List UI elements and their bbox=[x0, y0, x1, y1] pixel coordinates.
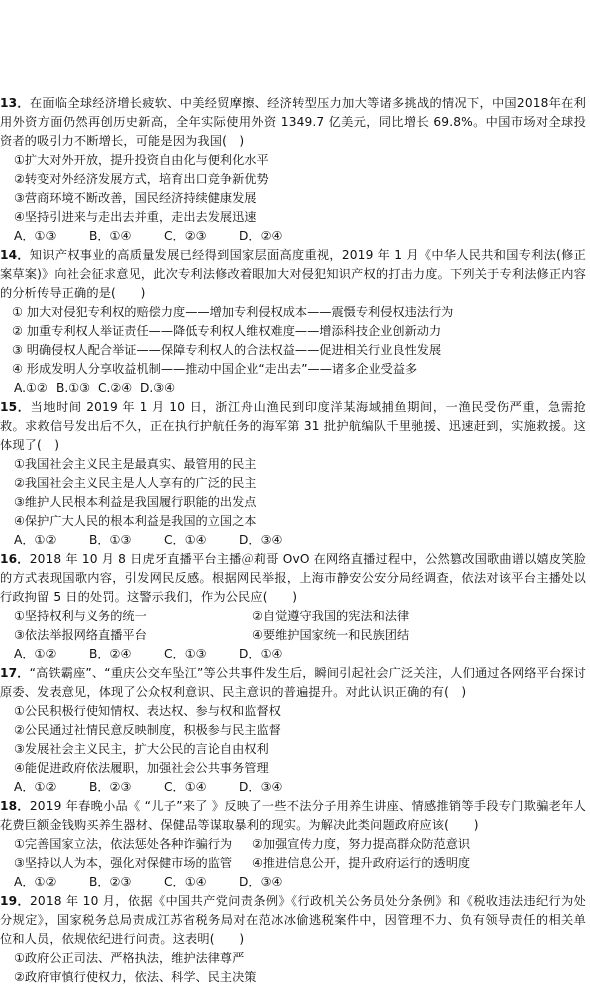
question-stem bbox=[0, 892, 586, 949]
option-item: ④保护广大人民的根本利益是我国的立国之本 bbox=[14, 514, 257, 528]
question-stem bbox=[0, 398, 586, 455]
question-number: 15． bbox=[0, 400, 31, 414]
answer-choice: B．②③ bbox=[89, 780, 132, 794]
question-stem bbox=[0, 246, 586, 303]
question-19 bbox=[0, 892, 586, 987]
answer-choice: B．②③ bbox=[89, 875, 132, 889]
option-row bbox=[0, 835, 586, 854]
question-14 bbox=[0, 246, 586, 398]
answer-choice: B.①③ bbox=[56, 381, 91, 395]
option-item: ③坚持以人为本，强化对保健市场的监管 bbox=[14, 856, 233, 870]
option-item: ③维护人民根本利益是我国履行职能的出发点 bbox=[14, 495, 257, 509]
option-item: ②我国社会主义民主是人人享有的广泛的民主 bbox=[14, 476, 257, 490]
option-item: ③ 明确侵权人配合举证——保障专利权人的合法权益——促进相关行业良性发展 bbox=[12, 343, 442, 357]
answer-choice: A.①② bbox=[14, 381, 48, 395]
question-16 bbox=[0, 550, 586, 664]
answer-choices bbox=[0, 778, 586, 797]
answer-choices bbox=[0, 873, 586, 892]
question-17 bbox=[0, 664, 586, 797]
answer-choice: C．①④ bbox=[164, 780, 207, 794]
option-row bbox=[0, 854, 586, 873]
option-item: ②公民通过社情民意反映制度，积极参与民主监督 bbox=[14, 723, 281, 737]
option-item: ③依法举报网络直播平台 bbox=[14, 628, 147, 642]
option-item: ②自觉遵守我国的宪法和法律 bbox=[252, 609, 410, 623]
question-number: 19． bbox=[0, 894, 31, 908]
option-item: ②转变对外经济发展方式，培育出口竞争新优势 bbox=[14, 172, 269, 186]
answer-choices bbox=[0, 227, 586, 246]
question-stem bbox=[0, 797, 586, 835]
answer-choice: C．①③ bbox=[164, 647, 207, 661]
option-item: ④能促进政府依法履职，加强社会公共事务管理 bbox=[14, 761, 269, 775]
question-number: 18． bbox=[0, 799, 30, 813]
question-stem bbox=[0, 664, 586, 702]
option-row bbox=[0, 607, 586, 626]
answer-choice: D.③④ bbox=[140, 381, 176, 395]
option-item: ③发展社会主义民主，扩大公民的言论自由权利 bbox=[14, 742, 269, 756]
answer-choice: D．③④ bbox=[239, 533, 283, 547]
answer-choice: C．②③ bbox=[164, 229, 207, 243]
answer-choice: A．①② bbox=[14, 780, 57, 794]
option-item: ③营商环境不断改善，国民经济持续健康发展 bbox=[14, 191, 257, 205]
answer-choice: C．①④ bbox=[164, 875, 207, 889]
option-item: ①政府公正司法、严格执法，维护法律尊严 bbox=[14, 951, 245, 965]
answer-choice: B．①④ bbox=[89, 229, 132, 243]
question-text: 2018 年 10 月 8 日虎牙直播平台主播＠莉哥 OvO 在网络直播过程中，公然篡改国歌曲谱以嬉皮笑脸的方式表现国歌内容，引发网民反感。根据网民举报，上海市静安公安分局经调查，依法对该平台主播处以行政拘留 5 日的处罚。这警示我们，作为公民应( ) bbox=[0, 552, 586, 604]
answer-choices bbox=[0, 379, 586, 398]
question-text: 2019 年春晚小品《 “儿子”来了 》反映了一些不法分子用养生讲座、情感推销等手段专门欺骗老年人花费巨额金钱购买养生器材、保健品等谋取暴利的现实。为解决此类问题政府应该( ) bbox=[0, 799, 586, 832]
option-item: ②政府审慎行使权力，依法、科学、民主决策 bbox=[14, 970, 257, 984]
option-item: ② 加重专利权人举证责任——降低专利权人维权难度——增添科技企业创新动力 bbox=[12, 324, 442, 338]
question-text: “高铁霸座”、“重庆公交车坠江”等公共事件发生后，瞬间引起社会广泛关注，人们通过各网络平台探讨原委、发表意见，体现了公众权利意识、民主意识的普遍提升。对此认识正确的有( ) bbox=[0, 666, 586, 699]
question-text: 知识产权事业的高质量发展已经得到国家层面高度重视，2019 年 1 月《中华人民共和国专利法(修正案草案)》向社会征求意见，此次专利法修改着眼加大对侵犯知识产权的打击力度。下列关于专利法修正内容的分析传导正确的是( ) bbox=[0, 248, 586, 300]
question-18 bbox=[0, 797, 586, 892]
option-item: ④ 形成发明人分享收益机制——推动中国企业“走出去”——诸多企业受益多 bbox=[12, 362, 418, 376]
option-item: ①坚持权利与义务的统一 bbox=[14, 609, 147, 623]
question-text: 当地时间 2019 年 1 月 10 日，浙江舟山渔民到印度洋某海域捕鱼期间，一渔民受伤严重，急需抢救。求救信号发出后不久，正在执行护航任务的海军第 31 批护航编队千里驰援、迅速赶到，实施救援。这体现了( ) bbox=[0, 400, 586, 452]
question-text: 2018 年 10 月，依据《中国共产党问责条例》《行政机关公务员处分条例》和《税收违法违纪行为处分规定》，国家税务总局责成江苏省税务局对在范冰冰偷逃税案件中，因管理不力、负有领导责任的相关单位和人员，依规依纪进行问责。这表明( ) bbox=[0, 894, 586, 946]
question-number: 16． bbox=[0, 552, 30, 566]
question-stem bbox=[0, 94, 586, 151]
option-item: ④要维护国家统一和民族团结 bbox=[252, 628, 410, 642]
question-13 bbox=[0, 94, 586, 246]
question-15 bbox=[0, 398, 586, 550]
option-item: ②加强宣传力度，努力提高群众防范意识 bbox=[252, 837, 471, 851]
answer-choice: A．①③ bbox=[14, 229, 57, 243]
answer-choice: D．①④ bbox=[239, 647, 283, 661]
question-number: 13． bbox=[0, 96, 30, 110]
question-text: 在面临全球经济增长疲软、中美经贸摩擦、经济转型压力加大等诸多挑战的情况下，中国2018年在利用外资方面仍然再创历史新高，全年实际使用外资 1349.7 亿美元，同比增长 69.8%。中国市场对全球投资者的吸引力不断增长，可能是因为我国( ) bbox=[0, 96, 586, 148]
answer-choice: B．②④ bbox=[89, 647, 132, 661]
answer-choice: C．①④ bbox=[164, 533, 207, 547]
answer-choice: D．②④ bbox=[239, 229, 283, 243]
answer-choice: C.②④ bbox=[98, 381, 133, 395]
answer-choice: A．①② bbox=[14, 533, 57, 547]
option-item: ④推进信息公开，提升政府运行的透明度 bbox=[252, 856, 471, 870]
answer-choice: A．①② bbox=[14, 647, 57, 661]
answer-choices bbox=[0, 531, 586, 550]
option-item: ①扩大对外开放，提升投资自由化与便利化水平 bbox=[14, 153, 269, 167]
answer-choice: D．③④ bbox=[239, 875, 283, 889]
question-number: 14． bbox=[0, 248, 30, 262]
question-number: 17． bbox=[0, 666, 30, 680]
option-item: ①我国社会主义民主是最真实、最管用的民主 bbox=[14, 457, 257, 471]
question-stem bbox=[0, 550, 586, 607]
option-item: ① 加大对侵犯专利权的赔偿力度——增加专利侵权成本——震慑专利侵权违法行为 bbox=[12, 305, 454, 319]
option-row bbox=[0, 626, 586, 645]
option-item: ①完善国家立法，依法惩处各种诈骗行为 bbox=[14, 837, 233, 851]
option-item: ④坚持引进来与走出去并重，走出去发展迅速 bbox=[14, 210, 257, 224]
answer-choices bbox=[0, 645, 586, 664]
answer-choice: B．①③ bbox=[89, 533, 132, 547]
answer-choice: D．③④ bbox=[239, 780, 283, 794]
option-item: ①公民积极行使知情权、表达权、参与权和监督权 bbox=[14, 704, 281, 718]
answer-choice: A．①② bbox=[14, 875, 57, 889]
